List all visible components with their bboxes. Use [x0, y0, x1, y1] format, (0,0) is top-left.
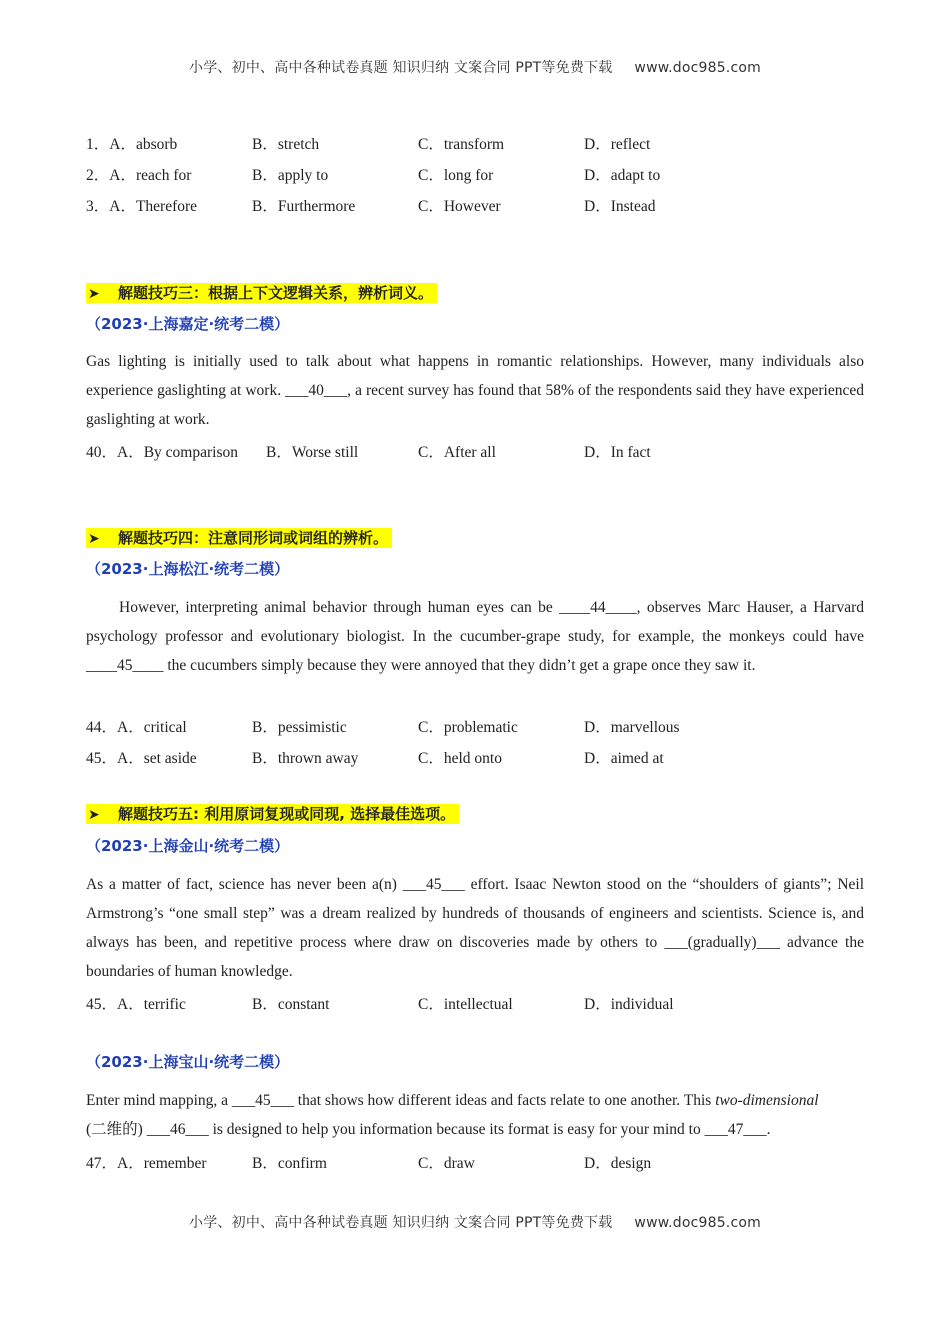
option-a: 45．A．set aside	[86, 750, 197, 767]
option-c: C．draw	[418, 1155, 475, 1172]
arrow-bullet-icon: ➤	[88, 286, 100, 302]
option-c: C．held onto	[418, 750, 502, 767]
arrow-bullet-icon: ➤	[88, 807, 100, 823]
tip-text: 解题技巧四：注意同形词或词组的辨析。	[118, 529, 389, 547]
option-a: 47．A．remember	[86, 1155, 207, 1172]
option-c: C．intellectual	[418, 996, 513, 1013]
tip-heading-3	[86, 283, 437, 303]
passage-part-a: Enter mind mapping, a ___45___ that shows how different ideas and facts relate to one another. This	[86, 1092, 716, 1109]
source-label: （2023·上海宝山·统考二模）	[86, 1053, 290, 1071]
arrow-bullet-icon: ➤	[88, 531, 100, 547]
page-footer	[0, 1212, 950, 1232]
option-b: B．Worse still	[266, 444, 359, 461]
option-b: B．pessimistic	[252, 719, 347, 736]
option-b: B．thrown away	[252, 750, 359, 767]
tip-text: 解题技巧三：根据上下文逻辑关系，辨析词义。	[118, 284, 434, 302]
tip-text: 解题技巧五: 利用原词复现或同现, 选择最佳选项。	[118, 805, 456, 823]
passage-text: However, interpreting animal behavior through human eyes can be ____44____, observes Marc Hauser, a Harvard psychology professor and evolutionary biologist. In the cucumber-grape study, for example, the monkeys could have ____45____ the cucumbers simply because they were annoyed that they didn’t get a grape once they saw it.	[86, 599, 864, 674]
option-d: D．In fact	[584, 444, 651, 461]
option-a: 1．A．absorb	[86, 136, 178, 153]
option-b: B．confirm	[252, 1155, 327, 1172]
option-d: D．adapt to	[584, 167, 661, 184]
tip-heading-5	[86, 804, 459, 824]
option-d: D．marvellous	[584, 719, 680, 736]
footer-text: 小学、初中、高中各种试卷真题 知识归纳 文案合同 PPT等免费下载	[189, 1215, 613, 1231]
option-d: D．aimed at	[584, 750, 664, 767]
option-d: D．individual	[584, 996, 674, 1013]
source-label: （2023·上海金山·统考二模）	[86, 837, 290, 855]
header-url-link[interactable]: www.doc985.com	[634, 60, 761, 76]
option-c: C．However	[418, 198, 501, 215]
option-b: B．Furthermore	[252, 198, 356, 215]
option-a: 2．A．reach for	[86, 167, 192, 184]
option-a: 40．A．By comparison	[86, 444, 238, 461]
option-b: B．stretch	[252, 136, 320, 153]
option-a: 45．A．terrific	[86, 996, 186, 1013]
option-d: D．design	[584, 1155, 652, 1172]
option-c: C．transform	[418, 136, 505, 153]
option-b: B．apply to	[252, 167, 329, 184]
source-label: （2023·上海嘉定·统考二模）	[86, 315, 290, 333]
passage-text: Gas lighting is initially used to talk about what happens in romantic relationships. However, many individuals also experience gaslighting at work. ___40___, a recent survey has found that 58% of the respondents said they have experienced gaslighting at work.	[86, 353, 864, 428]
page-header	[0, 57, 950, 77]
option-d: D．Instead	[584, 198, 656, 215]
tip-heading-4	[86, 528, 392, 548]
option-c: C．After all	[418, 444, 496, 461]
passage-part-b: (二维的) ___46___ is designed to help you information because its format is easy for your mind to ___47___.	[86, 1121, 771, 1138]
passage-text	[86, 1086, 864, 1144]
passage-italic: two-dimensional	[715, 1092, 819, 1109]
source-label: （2023·上海松江·统考二模）	[86, 560, 290, 578]
option-a: 3．A．Therefore	[86, 198, 198, 215]
header-text: 小学、初中、高中各种试卷真题 知识归纳 文案合同 PPT等免费下载	[189, 60, 613, 76]
option-b: B．constant	[252, 996, 330, 1013]
footer-url-link[interactable]: www.doc985.com	[634, 1215, 761, 1231]
option-a: 44．A．critical	[86, 719, 187, 736]
option-c: C．long for	[418, 167, 494, 184]
option-d: D．reflect	[584, 136, 651, 153]
passage-text: As a matter of fact, science has never been a(n) ___45___ effort. Isaac Newton stood on the “shoulders of giants”; Neil Armstrong’s “one small step” was a dream realized by hundreds of thousands of engineers and scientists. Science is, and always has been, and repetitive process where draw on discoveries made by others to ___(gradually)___ advance the boundaries of human knowledge.	[86, 876, 864, 980]
option-c: C．problematic	[418, 719, 518, 736]
